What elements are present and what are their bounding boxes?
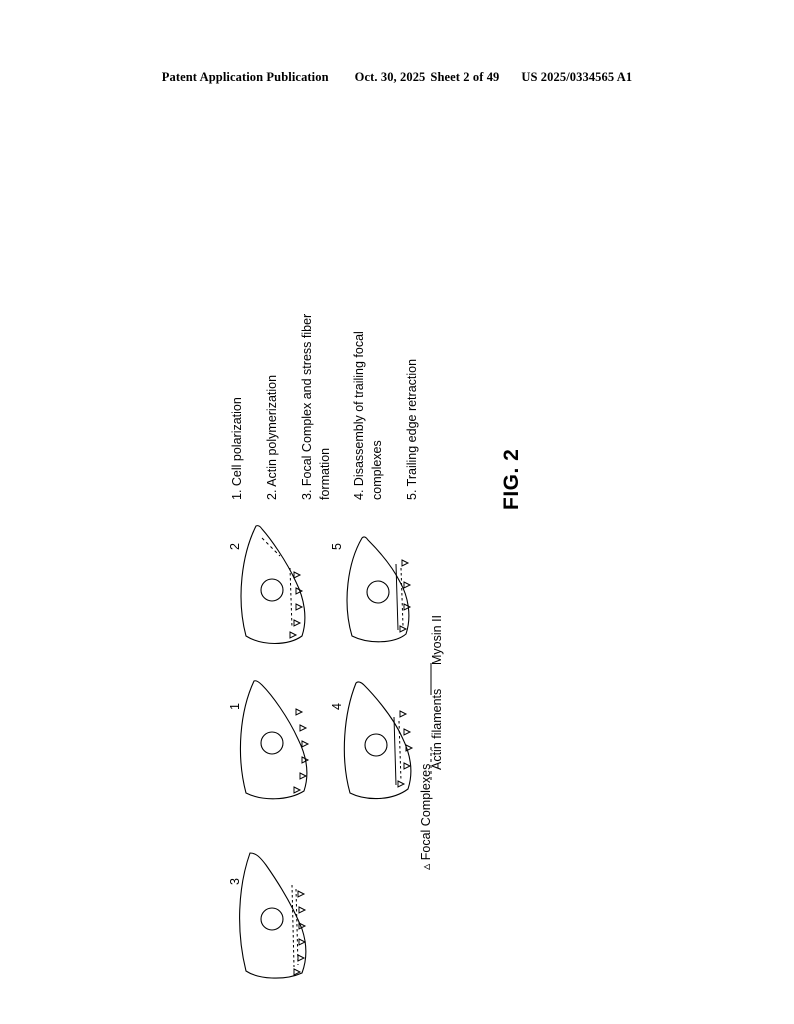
figure-2 [0,110,794,1010]
step-label-1: 1. Cell polarization [230,397,244,500]
figure-caption: FIG. 2 [500,448,523,510]
step-label-3: 3. Focal Complex and stress fiber [300,313,314,500]
step-label-3b: formation [318,447,332,500]
step-label-2: 2. Actin polymerization [265,374,279,500]
step-label-5: 5. Trailing edge retraction [405,358,419,500]
key-focal-complexes: ▵ Focal Complexes [419,763,433,870]
cell-diagram-3 [232,845,328,985]
step-label-4b: complexes [370,440,384,500]
panel-number-1: 1 [228,703,242,710]
triangle-icon: ▵ [419,863,433,870]
header-sheet: Sheet 2 of 49 [430,70,500,84]
step-label-4: 4. Disassembly of trailing focal [352,331,366,500]
cell-diagram-5 [336,530,432,650]
header-date: Oct. 30, 2025 [354,70,426,84]
panel-number-4: 4 [330,703,344,710]
page-header [0,70,794,85]
cell-diagram-4 [336,675,432,805]
panel-number-5: 5 [330,543,344,550]
key-actin-filaments: Actin filaments [430,688,444,770]
panel-number-3: 3 [228,878,242,885]
header-publication: Patent Application Publication [161,70,329,84]
key-myosin: Myosin II [430,614,444,665]
panel-number-2: 2 [228,543,242,550]
cell-diagram-1 [232,675,328,805]
cell-diagram-2 [232,520,328,650]
header-patent-number: US 2025/0334565 A1 [521,70,633,84]
